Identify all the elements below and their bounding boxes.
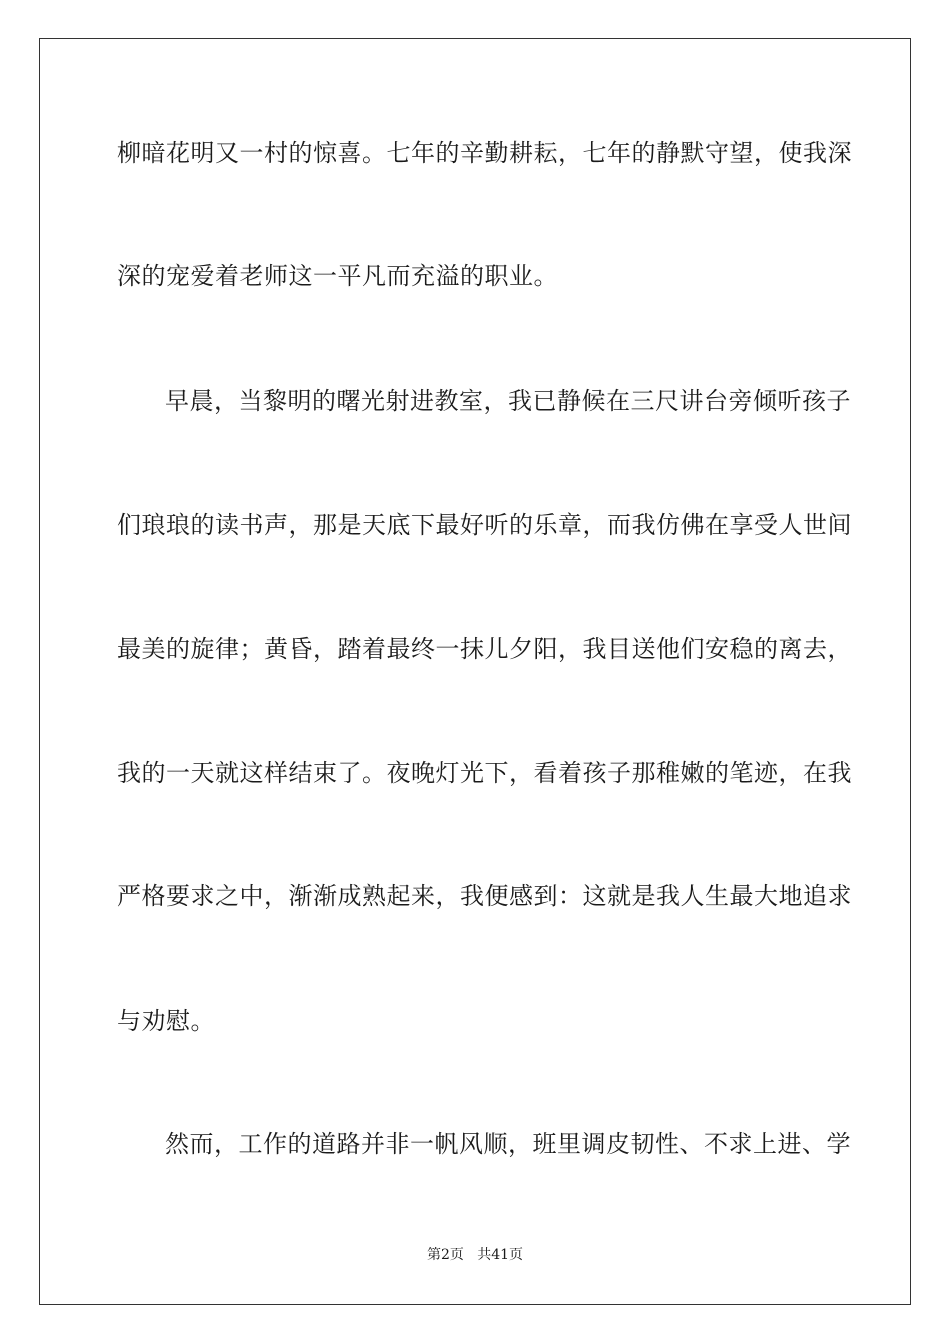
page-border (39, 38, 911, 1305)
paragraph-line-2: 深的宠爱着老师这一平凡而充溢的职业。 (117, 262, 558, 290)
paragraph-line-8: 与劝慰。 (117, 1007, 215, 1035)
paragraph-line-1: 柳暗花明又一村的惊喜。七年的辛勤耕耘，七年的静默守望，使我深 (117, 139, 852, 167)
paragraph-line-9: 然而，工作的道路并非一帆风顺，班里调皮韧性、不求上进、学 (165, 1130, 851, 1158)
paragraph-line-4: 们琅琅的读书声，那是天底下最好听的乐章，而我仿佛在享受人世间 (117, 511, 852, 539)
page-number-footer: 第2页 共41页 (426, 1247, 524, 1263)
paragraph-line-3: 早晨，当黎明的曙光射进教室，我已静候在三尺讲台旁倾听孩子 (165, 387, 851, 415)
paragraph-line-6: 我的一天就这样结束了。夜晚灯光下，看着孩子那稚嫩的笔迹，在我 (117, 759, 852, 787)
paragraph-line-7: 严格要求之中，渐渐成熟起来，我便感到：这就是我人生最大地追求 (117, 882, 852, 910)
paragraph-line-5: 最美的旋律；黄昏，踏着最终一抹儿夕阳，我目送他们安稳的离去， (117, 635, 852, 663)
